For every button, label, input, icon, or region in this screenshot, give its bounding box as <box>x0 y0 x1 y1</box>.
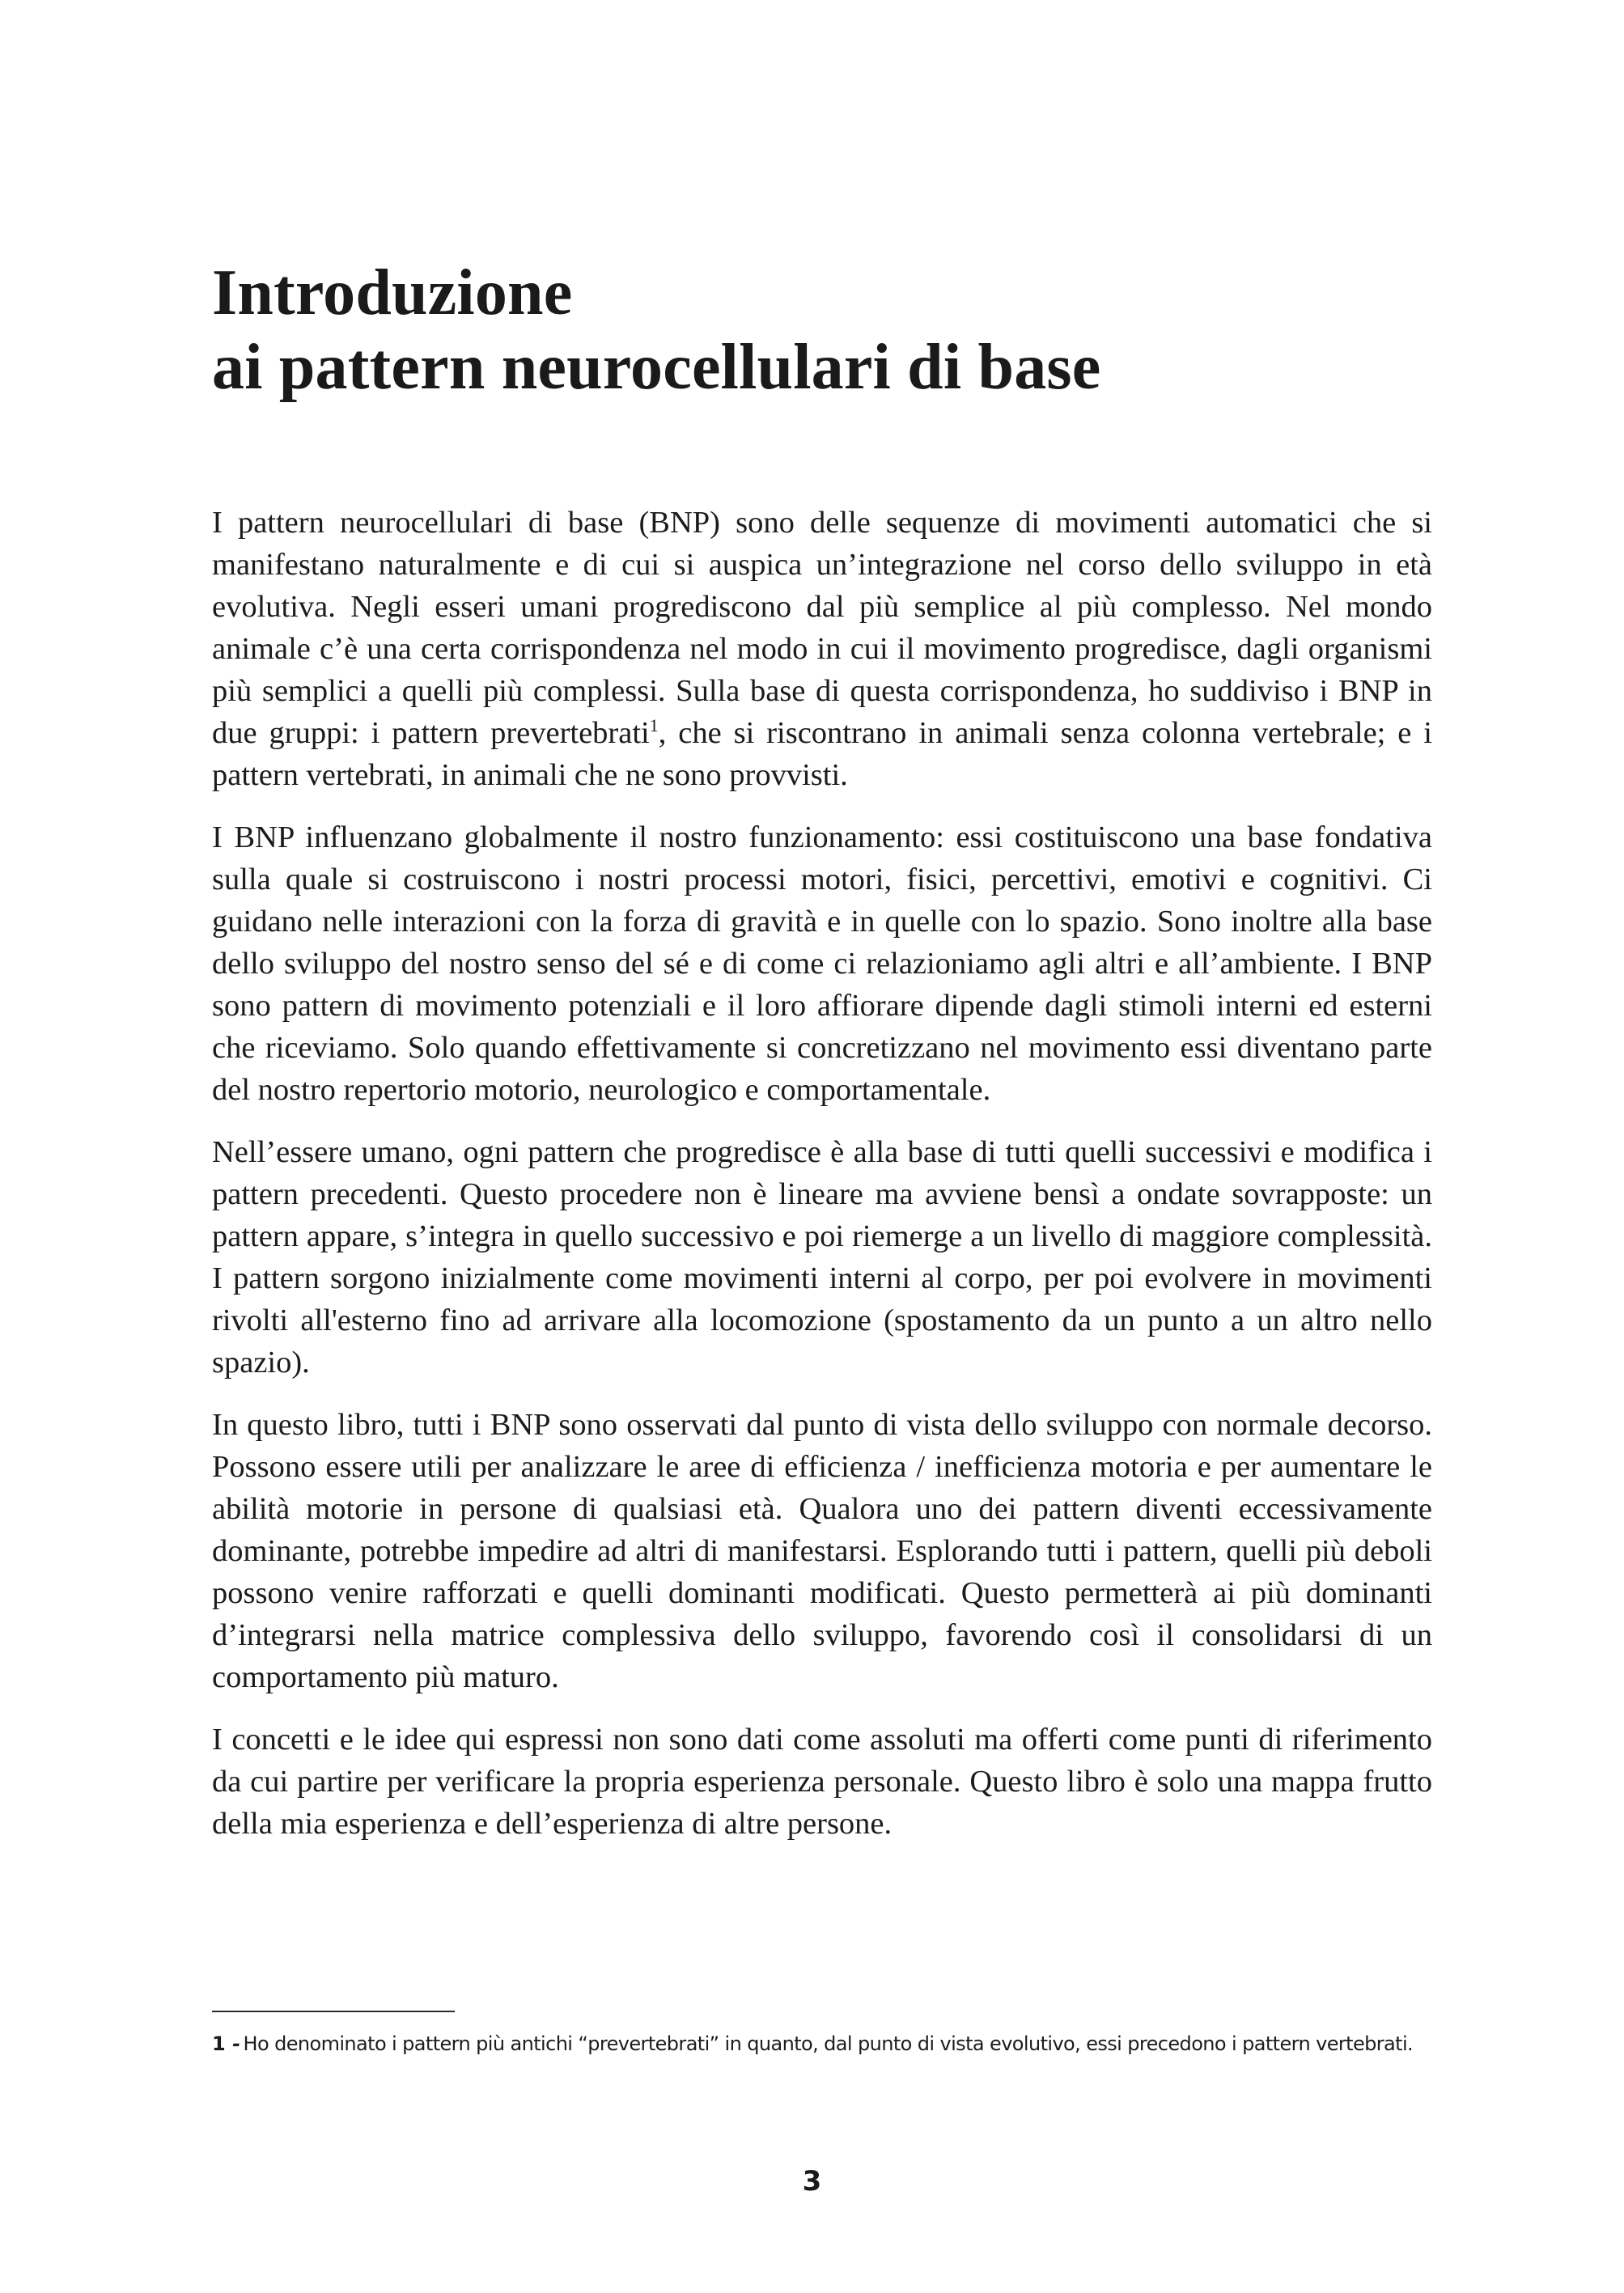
footnote <box>212 2030 1432 2058</box>
footnote-reference[interactable]: 1 <box>649 715 659 735</box>
footnote-number: 1 <box>212 2032 226 2055</box>
paragraph-1-text-b: , che si riscontrano in animali senza colonna vertebrale; e i pattern vertebrati, in animali che ne sono provvisti. <box>212 716 1433 792</box>
chapter-title-line-1: Introduzione <box>212 257 573 328</box>
paragraph-3: Nell’essere umano, ogni pattern che progredisce è alla base di tutti quelli successivi e modifica i pattern precedenti. Questo procedere non è lineare ma avviene bensì a ondate sovrapposte: un pattern appare, s’integra in quello successivo e poi riemerge a un livello di maggiore complessità. I pattern sorgono inizialmente come movimenti interni al corpo, per poi evolvere in movimenti rivolti all'esterno fino ad arrivare alla locomozione (spostamento da un punto a un altro nello spazio). <box>212 1135 1432 1380</box>
paragraph-2: I BNP influenzano globalmente il nostro funzionamento: essi costituiscono una base fondativa sulla quale si costruiscono i nostri processi motori, fisici, percettivi, emotivi e cognitivi. Ci guidano nelle interazioni con la forza di gravità e in quelle con lo spazio. Sono inoltre alla base dello sviluppo del nostro senso del sé e di come ci relazioniamo agli altri e all’ambiente. I BNP sono pattern di movimento potenziali e il loro affiorare dipende dagli stimoli interni ed esterni che riceviamo. Solo quando effettivamente si concretizzano nel movimento essi diventano parte del nostro repertorio motorio, neurologico e comportamentale. <box>212 820 1432 1107</box>
chapter-title-line-2: ai pattern neurocellulari di base <box>212 332 1101 403</box>
paragraph-5: I concetti e le idee qui espressi non sono dati come assoluti ma offerti come punti di riferimento da cui partire per verificare la propria esperienza personale. Questo libro è solo una mappa frutto della mia esperienza e dell’esperienza di altre persone. <box>212 1723 1432 1841</box>
paragraph-1 <box>212 502 1432 796</box>
paragraph-4: In questo libro, tutti i BNP sono osservati dal punto di vista dello sviluppo con normale decorso. Possono essere utili per analizzare le aree di efficienza / inefficienza motoria e per aumentare le abilità motorie in persone di qualsiasi età. Qualora uno dei pattern diventi eccessivamente dominante, potrebbe impedire ad altri di manifestarsi. Esplorando tutti i pattern, quelli più deboli possono venire rafforzati e quelli dominanti modificati. Questo permetterà ai più dominanti d’integrarsi nella matrice complessiva dello sviluppo, favorendo così il consolidarsi di un comportamento più maturo. <box>212 1408 1432 1694</box>
chapter-title <box>212 256 1434 405</box>
chapter-body <box>212 502 1432 1865</box>
footnote-divider <box>212 2011 455 2012</box>
footnote-separator: - <box>232 2032 240 2055</box>
footnote-text: Ho denominato i pattern più antichi “prevertebrati” in quanto, dal punto di vista evolutivo, essi precedono i pattern vertebrati. <box>243 2032 1414 2055</box>
paragraph-1-text-a: I pattern neurocellulari di base (BNP) sono delle sequenze di movimenti automatici che si manifestano naturalmente e di cui si auspica un’integrazione nel corso dello sviluppo in età evolutiva. Negli esseri umani progrediscono dal più semplice al più complesso. Nel mondo animale c’è una certa corrispondenza nel modo in cui il movimento progredisce, dagli organismi più semplici a quelli più complessi. Sulla base di questa corrispondenza, ho suddiviso i BNP in due gruppi: i pattern prevertebrati <box>212 506 1432 750</box>
page-number: 3 <box>802 2165 822 2198</box>
